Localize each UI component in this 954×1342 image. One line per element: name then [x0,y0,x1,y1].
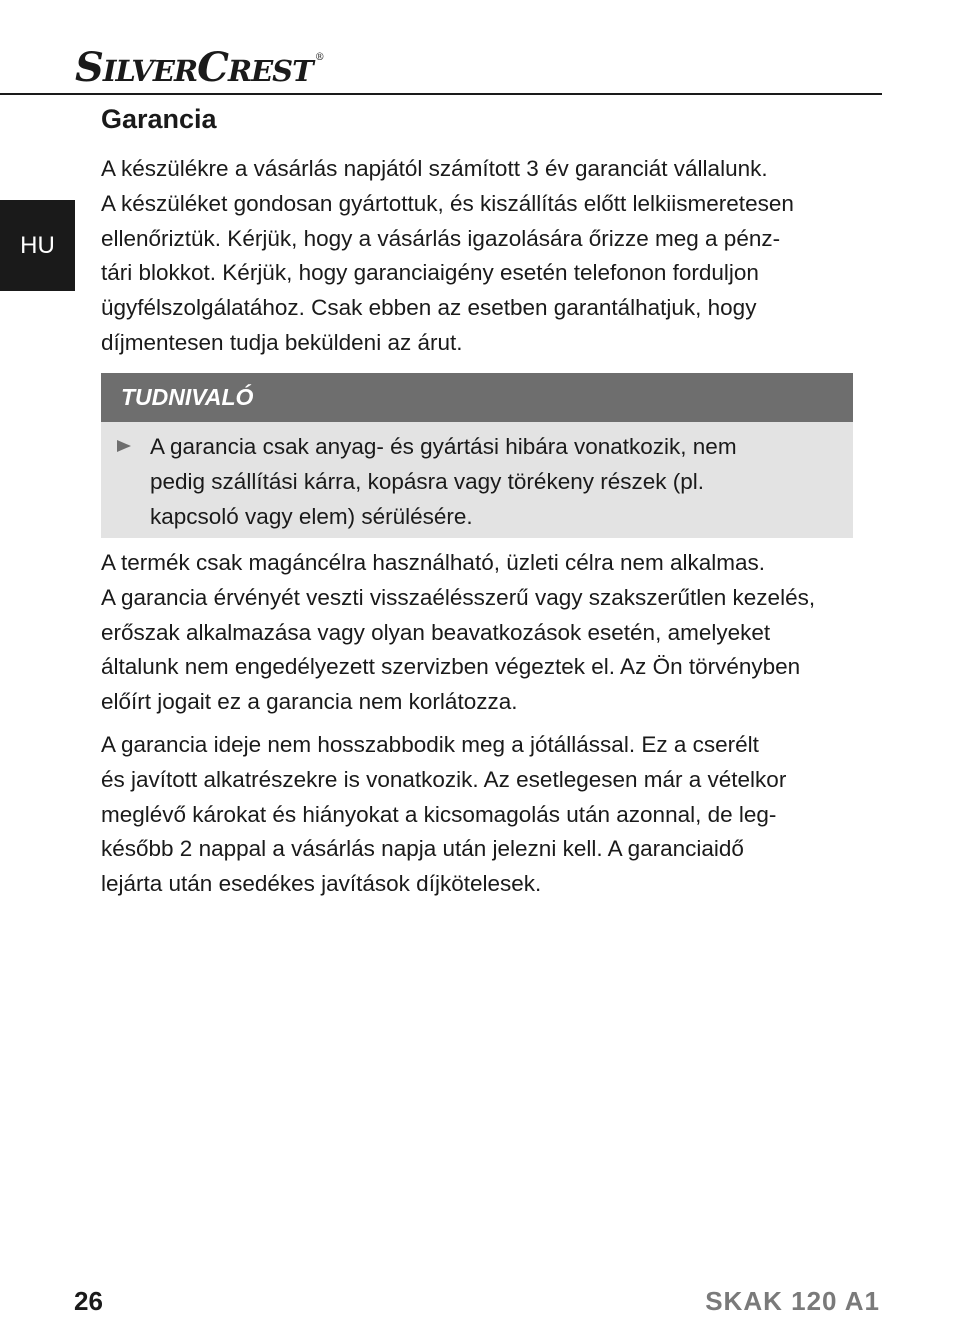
paragraph-usage-limits: A termék csak magáncélra használható, üzleti célra nem alkalmas. A garancia érvényét veszti visszaélésszerű vagy szakszerűtlen kezelés, erőszak alkalmazása vagy olyan beavatkozások esetén, amelyeket általunk nem engedélyezett szervizben végeztek el. Az Ön törvényben előírt jogait ez a garancia nem korlátozza. [101,550,816,715]
paragraph-warranty-period: A garancia ideje nem hosszabbodik meg a jótállással. Ez a cserélt és javított alkatrészekre is vonatkozik. Az esetlegesen már a vételkor meglévő károkat és hiányokat a kicsomagolás után azonnal, de leg- később 2 nappal a vásárlás napja után jelezni kell. A garanciaidő lejárta után esedékes javítások díjkötelesek. [101,732,787,897]
header-divider [0,93,882,95]
language-tab: HU [0,200,75,291]
note-body: A garancia csak anyag- és gyártási hibára vonatkozik, nem pedig szállítási kárra, kopásra vagy törékeny részek (pl. kapcsoló vagy elem) sérülésére. [101,422,853,534]
section-heading: Garancia [101,104,217,134]
model-number: SKAK 120 A1 [705,1286,880,1316]
paragraph-warranty-intro: A készülékre a vásárlás napjától számított 3 év garanciát vállalunk. A készüléket gondosan gyártottuk, és kiszállítás előtt lelkiismeretesen ellenőriztük. Kérjük, hogy a vásárlás igazolására őrizze meg a pénz- tári blokkot. Kérjük, hogy garanciaigény esetén telefonon forduljon ügyfélszolgálatához. Csak ebben az esetben garantálhatjuk, hogy díjmentesen tudja beküldeni az árut. [101,156,794,355]
triangle-bullet-icon [117,440,131,452]
note-title: TUDNIVALÓ [101,373,853,422]
note-box [101,373,853,538]
registered-mark: ® [314,52,324,63]
silvercrest-logo: SILVERCREST ® [75,44,324,91]
page-number: 26 [74,1286,103,1316]
